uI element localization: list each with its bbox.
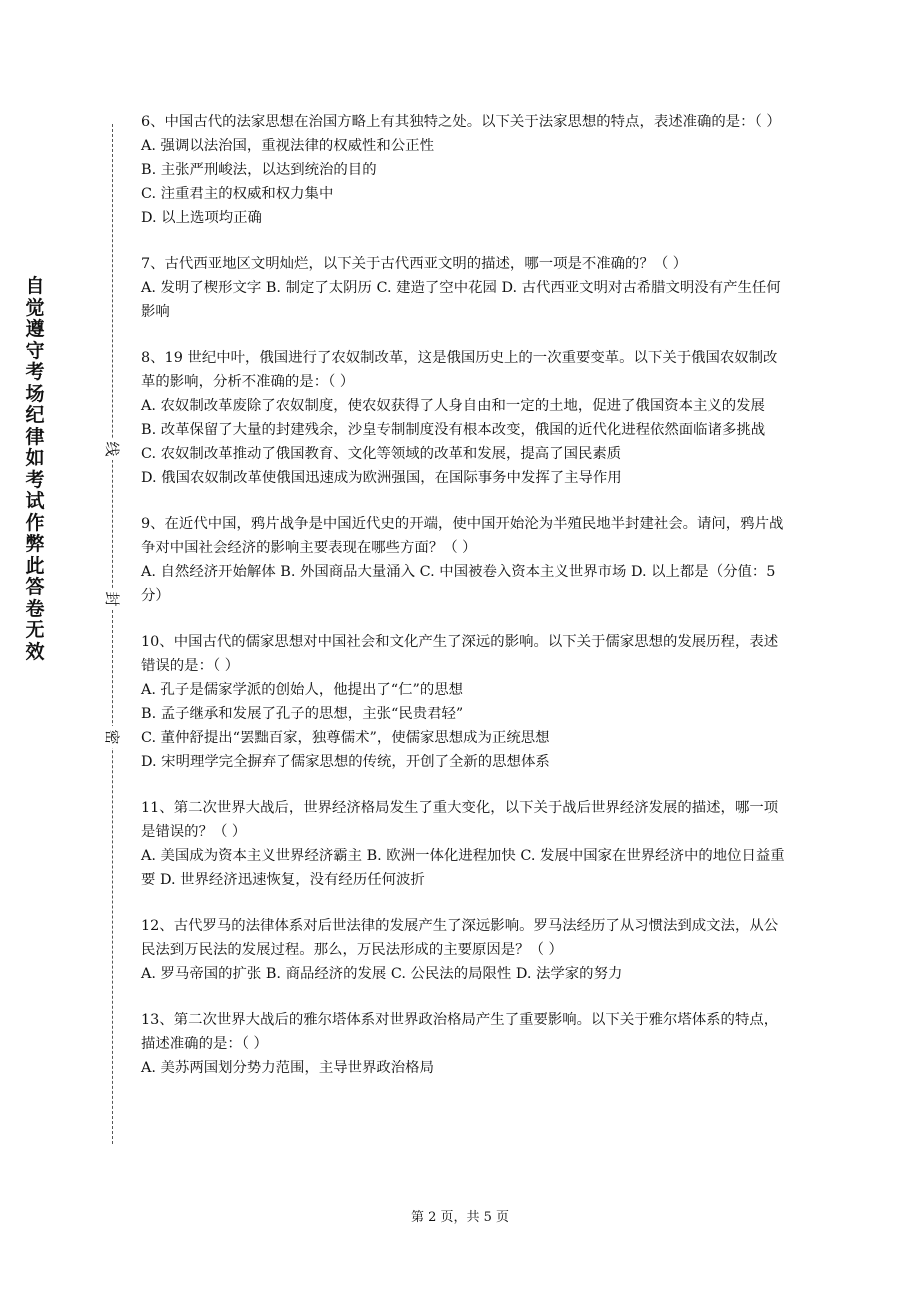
option-b: B. 主张严刑峻法，以达到统治的目的 [141, 162, 377, 178]
question-13 [141, 1008, 786, 1080]
options-inline: A. 美国成为资本主义世界经济霸主 B. 欧洲一体化进程加快 C. 发展中国家在世界经济中的地位日益重要 D. 世界经济迅速恢复，没有经历任何波折 [141, 848, 785, 888]
question-9 [141, 512, 786, 608]
option-b: B. 改革保留了大量的封建残余，沙皇专制制度没有根本改变，俄国的近代化进程依然面临诸多挑战 [141, 422, 766, 438]
option-c: C. 注重君主的权威和权力集中 [141, 186, 334, 202]
option-d: D. 以上选项均正确 [141, 210, 262, 226]
question-list [141, 110, 786, 1102]
question-6 [141, 110, 786, 230]
question-stem: 9、在近代中国，鸦片战争是中国近代史的开端，使中国开始沦为半殖民地半封建社会。请问，鸦片战争对中国社会经济的影响主要表现在哪些方面？（ ） [141, 516, 784, 556]
question-7 [141, 252, 786, 324]
option-d: D. 宋明理学完全摒弃了儒家思想的传统，开创了全新的思想体系 [141, 754, 550, 770]
option-d: D. 俄国农奴制改革使俄国迅速成为欧洲强国，在国际事务中发挥了主导作用 [141, 470, 622, 486]
question-stem: 7、古代西亚地区文明灿烂，以下关于古代西亚文明的描述，哪一项是不准确的？（ ） [141, 256, 688, 272]
option-c: C. 董仲舒提出“罢黜百家，独尊儒术”，使儒家思想成为正统思想 [141, 730, 550, 746]
seal-dashed-line [112, 124, 113, 1144]
question-stem: 11、第二次世界大战后，世界经济格局发生了重大变化，以下关于战后世界经济发展的描述，哪一项是错误的？（ ） [141, 800, 779, 840]
seal-char-line: 线 [101, 438, 123, 460]
option-c: C. 农奴制改革推动了俄国教育、文化等领域的改革和发展，提高了国民素质 [141, 446, 622, 462]
option-a: A. 农奴制改革废除了农奴制度，使农奴获得了人身自由和一定的土地，促进了俄国资本主义的发展 [141, 398, 765, 414]
question-stem: 12、古代罗马的法律体系对后世法律的发展产生了深远影响。罗马法经历了从习惯法到成文法，从公民法到万民法的发展过程。那么，万民法形成的主要原因是？（ ） [141, 918, 779, 958]
question-12 [141, 914, 786, 986]
seal-char-seal: 封 [101, 588, 123, 610]
option-b: B. 孟子继承和发展了孔子的思想，主张“民贵君轻” [141, 706, 464, 722]
options-inline: A. 发明了楔形文字 B. 制定了太阴历 C. 建造了空中花园 D. 古代西亚文明对古希腊文明没有产生任何影响 [141, 280, 781, 320]
question-8 [141, 346, 786, 490]
options-inline: A. 罗马帝国的扩张 B. 商品经济的发展 C. 公民法的局限性 D. 法学家的努力 [141, 966, 623, 982]
seal-char-secret: 密 [101, 726, 123, 748]
question-stem: 8、19 世纪中叶，俄国进行了农奴制改革，这是俄国历史上的一次重要变革。以下关于俄国农奴制改革的影响，分析不准确的是：（ ） [141, 350, 778, 390]
option-a: A. 美苏两国划分势力范围，主导世界政治格局 [141, 1060, 434, 1076]
question-stem: 10、中国古代的儒家思想对中国社会和文化产生了深远的影响。以下关于儒家思想的发展历程，表述错误的是：（ ） [141, 634, 779, 674]
question-stem: 13、第二次世界大战后的雅尔塔体系对世界政治格局产生了重要影响。以下关于雅尔塔体系的特点，描述准确的是：（ ） [141, 1012, 779, 1052]
question-10 [141, 630, 786, 774]
exam-discipline-notice: 自觉遵守考场纪律如考试作弊此答卷无效 [25, 275, 45, 663]
page-number-footer: 第 2 页，共 5 页 [410, 1210, 510, 1225]
option-a: A. 强调以法治国，重视法律的权威性和公正性 [141, 138, 434, 154]
options-inline: A. 自然经济开始解体 B. 外国商品大量涌入 C. 中国被卷入资本主义世界市场 D. 以上都是（分值：5 分） [141, 564, 776, 604]
question-11 [141, 796, 786, 892]
option-a: A. 孔子是儒家学派的创始人，他提出了“仁”的思想 [141, 682, 464, 698]
question-stem: 6、中国古代的法家思想在治国方略上有其独特之处。以下关于法家思想的特点，表述准确的是：（ ） [141, 114, 781, 130]
